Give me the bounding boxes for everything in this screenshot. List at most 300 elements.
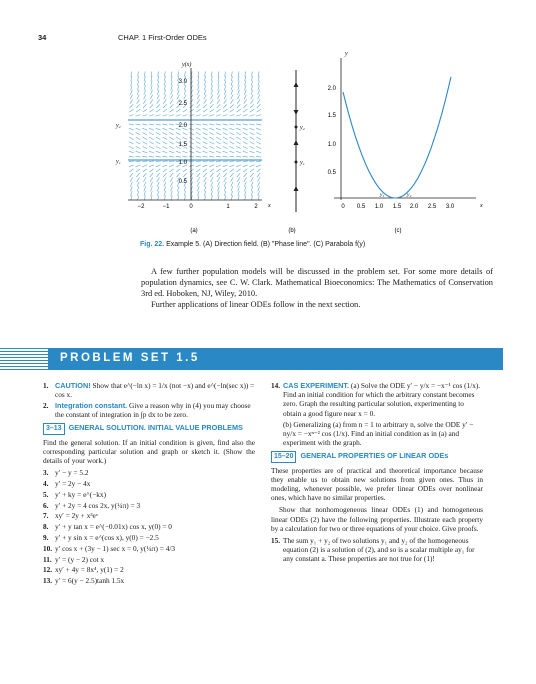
direction-segment bbox=[243, 115, 248, 117]
section-range: 15–20 bbox=[271, 451, 296, 462]
direction-segment bbox=[170, 104, 174, 108]
direction-segment bbox=[131, 85, 133, 90]
problem-item bbox=[43, 555, 255, 564]
direction-segment bbox=[183, 115, 188, 117]
direction-segment bbox=[203, 151, 208, 153]
direction-segment bbox=[169, 133, 174, 135]
direction-segment bbox=[156, 137, 161, 140]
panel-a-x-tick: −1 bbox=[162, 204, 170, 210]
direction-segment bbox=[250, 115, 255, 117]
direction-segment bbox=[137, 191, 139, 196]
intro-text bbox=[141, 266, 493, 310]
direction-segment bbox=[218, 85, 220, 90]
direction-segment bbox=[157, 90, 159, 95]
direction-segment bbox=[250, 109, 254, 112]
direction-segment bbox=[164, 182, 166, 187]
problem-number: 13. bbox=[43, 576, 53, 586]
direction-segment bbox=[238, 186, 240, 191]
direction-segment bbox=[176, 109, 180, 112]
direction-segment bbox=[156, 151, 161, 153]
problem-number: 10. bbox=[43, 543, 53, 553]
direction-segment bbox=[184, 191, 186, 196]
direction-segment bbox=[184, 90, 186, 95]
direction-segment bbox=[210, 173, 213, 177]
panel-c-x-tick: 0 bbox=[341, 204, 345, 210]
direction-segment bbox=[218, 191, 220, 196]
direction-segment bbox=[129, 156, 134, 157]
direction-segment bbox=[223, 151, 228, 153]
direction-segment bbox=[236, 142, 241, 145]
direction-segment bbox=[189, 128, 194, 130]
direction-segment bbox=[171, 90, 173, 95]
panel-a-y-tick: 2.5 bbox=[178, 101, 187, 107]
phase-line-panel bbox=[288, 70, 304, 234]
direction-segment bbox=[157, 186, 159, 191]
section-instructions: Find the general solution. If an initial condition is given, find also the corresponding particular solution and graph or sketch it. (Show the details of your work.) bbox=[43, 437, 255, 466]
panel-c-x-tick: 1.5 bbox=[392, 204, 402, 210]
direction-segment bbox=[216, 169, 220, 172]
direction-segment bbox=[258, 186, 260, 191]
direction-segment bbox=[249, 124, 254, 125]
direction-segment bbox=[144, 90, 146, 95]
direction-segment bbox=[224, 90, 226, 95]
direction-segment bbox=[136, 146, 141, 148]
direction-segment bbox=[217, 99, 220, 103]
direction-segment bbox=[245, 76, 246, 81]
direction-segment bbox=[250, 128, 255, 130]
direction-segment bbox=[258, 81, 259, 86]
direction-segment bbox=[230, 109, 234, 112]
direction-segment bbox=[217, 177, 220, 181]
direction-segment bbox=[190, 173, 193, 177]
direction-segment bbox=[256, 137, 261, 140]
direction-segment bbox=[244, 95, 246, 100]
direction-segment bbox=[189, 124, 194, 125]
direction-segment bbox=[209, 124, 214, 125]
direction-segment bbox=[244, 173, 247, 177]
direction-segment bbox=[216, 156, 221, 157]
direction-segment bbox=[243, 169, 247, 172]
direction-segment bbox=[170, 99, 173, 103]
direction-segment bbox=[229, 151, 234, 153]
direction-segment bbox=[130, 104, 134, 108]
direction-segment bbox=[231, 76, 232, 81]
up-arrow-icon bbox=[294, 82, 299, 87]
direction-segment bbox=[129, 109, 133, 112]
direction-segment bbox=[229, 156, 234, 157]
direction-segment bbox=[217, 182, 219, 187]
direction-segment bbox=[251, 81, 252, 86]
direction-segment bbox=[238, 81, 239, 86]
direction-segment bbox=[243, 142, 248, 145]
direction-segment bbox=[143, 169, 147, 172]
direction-segment bbox=[185, 71, 186, 76]
direction-segment bbox=[157, 173, 160, 177]
problem-text: y′ + y sin x = e^(cos x), y(0) = −2.5 bbox=[55, 533, 159, 542]
direction-segment bbox=[204, 81, 205, 86]
direction-segment bbox=[251, 99, 254, 103]
direction-segment bbox=[223, 115, 228, 117]
direction-segment bbox=[156, 133, 161, 135]
direction-segment bbox=[163, 146, 168, 148]
direction-segment bbox=[170, 95, 172, 100]
direction-segment bbox=[204, 191, 206, 196]
direction-segment bbox=[151, 191, 153, 196]
direction-segment bbox=[176, 151, 181, 153]
problem-text: y′ − y = 5.2 bbox=[55, 468, 89, 478]
direction-segment bbox=[204, 95, 206, 100]
direction-segment bbox=[150, 95, 152, 100]
direction-segment bbox=[131, 81, 132, 86]
direction-segment bbox=[223, 137, 228, 140]
direction-segment bbox=[210, 142, 215, 145]
panel-b-y1-marker: y₁ bbox=[300, 160, 305, 166]
direction-segment bbox=[236, 151, 241, 153]
direction-segment bbox=[183, 169, 187, 172]
direction-segment bbox=[203, 109, 207, 112]
panel-a-y-tick: 1.5 bbox=[178, 142, 187, 148]
direction-segment bbox=[169, 124, 174, 125]
direction-segment bbox=[136, 124, 141, 125]
problem-number: 5. bbox=[43, 489, 49, 499]
direction-segment bbox=[178, 71, 179, 76]
direction-segment bbox=[184, 186, 186, 191]
direction-segment bbox=[244, 104, 248, 108]
direction-segment bbox=[156, 156, 161, 157]
direction-segment bbox=[223, 124, 228, 125]
panel-c-y1-marker: y₁ bbox=[380, 192, 385, 198]
direction-segment bbox=[149, 128, 154, 130]
panel-a-x-axis-label: x bbox=[268, 203, 271, 209]
problem-number: 15. bbox=[271, 536, 281, 546]
direction-segment bbox=[156, 142, 161, 145]
direction-segment bbox=[211, 85, 213, 90]
direction-segment bbox=[237, 95, 239, 100]
direction-segment bbox=[144, 95, 146, 100]
direction-segment bbox=[130, 95, 132, 100]
direction-segment bbox=[223, 133, 228, 135]
direction-segment bbox=[136, 151, 141, 153]
problem-number: 3. bbox=[43, 468, 49, 478]
direction-segment bbox=[131, 191, 133, 196]
problem-number: 2. bbox=[43, 401, 49, 410]
parabola-curve bbox=[343, 77, 451, 198]
problem-text: (b) Generalizing (a) from n = 1 to arbitrary n, solve the ODE y′ − ny/x = −xⁿ⁻² cos (1/x). Find an initial condition as in (a) and experiment with the graph. bbox=[283, 419, 474, 448]
direction-segment bbox=[256, 156, 261, 157]
problem-number: 11. bbox=[43, 554, 52, 564]
direction-segment bbox=[231, 71, 232, 76]
section-text: These properties are of practical and theoretical importance because they enable us to obtain new solutions from given ones. Thus in modeling, whenever possible, we prefer linear ODEs over nonlinear ones, which have no similar properties. bbox=[271, 465, 483, 503]
direction-segment bbox=[178, 85, 180, 90]
direction-segment bbox=[176, 137, 181, 140]
direction-segment bbox=[164, 177, 167, 181]
problem-item bbox=[43, 401, 255, 419]
direction-segment bbox=[189, 156, 194, 157]
direction-segment bbox=[162, 156, 167, 157]
direction-segment bbox=[131, 76, 132, 81]
direction-segment bbox=[243, 109, 247, 112]
panel-a-y-tick: 1.0 bbox=[178, 160, 187, 166]
direction-segment bbox=[217, 173, 220, 177]
direction-segment bbox=[257, 99, 260, 103]
direction-segment bbox=[230, 169, 234, 172]
direction-segment bbox=[229, 124, 234, 125]
direction-segment bbox=[189, 142, 194, 145]
direction-segment bbox=[236, 128, 241, 130]
direction-segment bbox=[177, 173, 180, 177]
direction-segment bbox=[143, 99, 146, 103]
direction-segment bbox=[237, 169, 241, 172]
panel-c-x-axis-label: x bbox=[480, 203, 483, 209]
direction-segment bbox=[150, 182, 152, 187]
direction-segment bbox=[251, 177, 254, 181]
direction-segment bbox=[203, 169, 207, 172]
problem-text: (a) Solve the ODE y′ − y/x = −x⁻¹ cos (1/x). Find an initial condition for which the arbitrary constant becomes zero. Graph the resulting particular solution, experimenting to obtain a good figure near x = 0. bbox=[283, 381, 481, 418]
direction-segment bbox=[149, 169, 153, 172]
direction-segment bbox=[149, 137, 154, 140]
direction-segment bbox=[149, 156, 154, 157]
direction-segment bbox=[238, 182, 240, 187]
problem-item bbox=[43, 501, 255, 510]
direction-segment bbox=[251, 186, 253, 191]
direction-segment bbox=[144, 186, 146, 191]
direction-segment bbox=[162, 151, 167, 153]
problem-text: y′ = 6(y − 2.5)tanh 1.5x bbox=[55, 576, 125, 586]
direction-segment bbox=[162, 124, 167, 125]
direction-segment bbox=[136, 133, 141, 135]
direction-segment bbox=[224, 182, 226, 187]
problem-heading: CAUTION! bbox=[55, 381, 91, 390]
direction-segment bbox=[190, 109, 194, 112]
direction-segment bbox=[223, 128, 228, 130]
direction-segment bbox=[257, 109, 261, 112]
direction-segment bbox=[177, 186, 179, 191]
direction-segment bbox=[224, 177, 227, 181]
direction-segment bbox=[156, 109, 160, 112]
direction-segment bbox=[177, 90, 179, 95]
problem-text: The sum y₁ + y₂ of two solutions y₁ and y₂ of the homogeneous equation (2) is a solution of (2), and so is a scalar multiple ay₁ for any constant a. These properties are not true for (1)! bbox=[283, 536, 475, 564]
direction-segment bbox=[137, 85, 139, 90]
direction-segment bbox=[225, 81, 226, 86]
panel-a-x-tick: 2 bbox=[254, 204, 258, 210]
problem-number: 7. bbox=[43, 511, 49, 521]
direction-segment bbox=[197, 104, 201, 108]
direction-segment bbox=[216, 115, 221, 117]
direction-segment bbox=[163, 109, 167, 112]
direction-segment bbox=[198, 85, 200, 90]
direction-segment bbox=[224, 173, 227, 177]
direction-segment bbox=[198, 191, 200, 196]
direction-segment bbox=[258, 76, 259, 81]
direction-segment bbox=[216, 142, 221, 145]
direction-segment bbox=[149, 146, 154, 148]
direction-segment bbox=[209, 151, 214, 153]
direction-segment bbox=[137, 99, 140, 103]
direction-segment bbox=[223, 165, 228, 167]
direction-segment bbox=[224, 186, 226, 191]
direction-segment bbox=[224, 85, 226, 90]
direction-segment bbox=[250, 146, 255, 148]
problem-text: y′ cos x + (3y − 1) sec x = 0, y(¼π) = 4/3 bbox=[55, 543, 176, 553]
direction-segment bbox=[205, 76, 206, 81]
direction-segment bbox=[198, 71, 199, 76]
direction-segment bbox=[150, 99, 153, 103]
direction-segment bbox=[143, 142, 148, 145]
direction-segment bbox=[142, 156, 147, 157]
direction-segment bbox=[129, 165, 134, 167]
direction-segment bbox=[250, 142, 255, 145]
direction-segment bbox=[209, 133, 214, 135]
direction-segment bbox=[164, 186, 166, 191]
direction-segment bbox=[231, 182, 233, 187]
direction-segment bbox=[156, 104, 160, 108]
up-arrow-icon bbox=[294, 186, 299, 191]
direction-segment bbox=[224, 99, 227, 103]
direction-segment bbox=[189, 146, 194, 148]
direction-segment bbox=[236, 165, 241, 167]
direction-segment bbox=[209, 128, 214, 130]
direction-segment bbox=[129, 115, 134, 117]
figure-22 bbox=[0, 0, 536, 260]
direction-segment bbox=[149, 115, 154, 117]
direction-segment bbox=[256, 128, 261, 130]
problem-text: Give a reason why in (4) you may choose the constant of integration in ∫p dx to be zero. bbox=[55, 401, 251, 420]
direction-segment bbox=[231, 186, 233, 191]
direction-segment bbox=[169, 156, 174, 157]
direction-segment bbox=[196, 128, 201, 130]
direction-segment bbox=[238, 85, 240, 90]
direction-segment bbox=[245, 71, 246, 76]
section-title: GENERAL SOLUTION. INITIAL VALUE PROBLEMS bbox=[68, 423, 243, 433]
problem-item bbox=[43, 511, 255, 520]
direction-segment bbox=[204, 186, 206, 191]
direction-segment bbox=[223, 109, 227, 112]
direction-segment bbox=[238, 76, 239, 81]
problem-item bbox=[271, 536, 483, 564]
direction-segment bbox=[151, 186, 153, 191]
direction-field-panel bbox=[115, 61, 271, 234]
direction-segment bbox=[203, 124, 208, 125]
direction-segment bbox=[250, 104, 254, 108]
panel-a-x-tick: 1 bbox=[226, 204, 230, 210]
direction-segment bbox=[198, 81, 199, 86]
direction-segment bbox=[136, 104, 140, 108]
direction-segment bbox=[183, 109, 187, 112]
problem-item bbox=[271, 381, 483, 447]
direction-segment bbox=[157, 177, 160, 181]
problem-item bbox=[43, 544, 255, 553]
direction-segment bbox=[257, 173, 260, 177]
direction-segment bbox=[210, 137, 215, 140]
direction-segment bbox=[157, 95, 159, 100]
problem-item bbox=[43, 533, 255, 542]
panel-b-label: (b) bbox=[288, 228, 296, 234]
phase-point-y1 bbox=[295, 161, 298, 164]
figure-caption bbox=[140, 241, 365, 248]
direction-segment bbox=[236, 109, 240, 112]
direction-segment bbox=[218, 81, 219, 86]
problem-item bbox=[43, 468, 255, 477]
direction-segment bbox=[151, 85, 153, 90]
direction-segment bbox=[204, 85, 206, 90]
direction-segment bbox=[171, 186, 173, 191]
problem-list bbox=[43, 468, 255, 585]
parabola-panel bbox=[328, 51, 483, 234]
direction-segment bbox=[238, 90, 240, 95]
direction-segment bbox=[156, 128, 161, 130]
direction-segment bbox=[237, 99, 240, 103]
direction-segment bbox=[130, 182, 132, 187]
direction-segment bbox=[142, 165, 147, 167]
direction-segment bbox=[169, 128, 174, 130]
direction-segment bbox=[251, 76, 252, 81]
direction-segment bbox=[151, 90, 153, 95]
direction-segment bbox=[129, 133, 134, 135]
direction-segment bbox=[163, 104, 167, 108]
panel-a-y1-marker: y₁ bbox=[116, 159, 121, 165]
direction-segment bbox=[150, 173, 153, 177]
direction-segment bbox=[218, 76, 219, 81]
direction-segment bbox=[250, 151, 255, 153]
direction-segment bbox=[137, 182, 139, 187]
direction-segment bbox=[249, 156, 254, 157]
direction-segment bbox=[131, 71, 132, 76]
direction-segment bbox=[169, 142, 174, 145]
problem-number: 9. bbox=[43, 533, 49, 542]
direction-segment bbox=[164, 191, 166, 196]
direction-segment bbox=[256, 133, 261, 135]
panel-c-x-tick: 2.0 bbox=[409, 204, 419, 210]
direction-segment bbox=[130, 177, 133, 181]
direction-segment bbox=[151, 81, 152, 86]
direction-segment bbox=[230, 146, 235, 148]
direction-segment bbox=[144, 191, 146, 196]
panel-c-label: (c) bbox=[394, 228, 402, 234]
direction-segment bbox=[142, 115, 147, 117]
direction-segment bbox=[138, 76, 139, 81]
panel-b-y2-marker: y₂ bbox=[300, 125, 305, 131]
direction-segment bbox=[256, 165, 261, 167]
direction-segment bbox=[225, 76, 226, 81]
problem-item bbox=[43, 565, 255, 574]
direction-segment bbox=[257, 104, 261, 108]
direction-segment bbox=[163, 137, 168, 140]
direction-segment bbox=[196, 137, 201, 140]
direction-segment bbox=[203, 104, 207, 108]
direction-segment bbox=[209, 146, 214, 148]
direction-segment bbox=[162, 128, 167, 130]
intro-paragraph: A few further population models will be discussed in the problem set. For some more details of population dynamics, see C. W. Clark. Mathematical Bioeconomics: The Mathematics of Conservation 3rd ed. Hoboken, NJ, Wiley, 2010. bbox=[141, 267, 493, 298]
direction-segment bbox=[142, 128, 147, 130]
direction-segment bbox=[142, 151, 147, 153]
direction-segment bbox=[157, 99, 160, 103]
section-heading bbox=[271, 451, 483, 462]
panel-c-y-tick: 1.5 bbox=[327, 113, 336, 119]
direction-segment bbox=[136, 173, 139, 177]
direction-segment bbox=[129, 151, 134, 153]
panel-a-x-tick: −2 bbox=[137, 204, 145, 210]
direction-segment bbox=[164, 81, 165, 86]
direction-segment bbox=[156, 115, 161, 117]
direction-segment bbox=[216, 133, 221, 135]
direction-segment bbox=[204, 177, 207, 181]
panel-a-y2-marker: y₂ bbox=[116, 123, 121, 129]
direction-segment bbox=[231, 90, 233, 95]
direction-segment bbox=[223, 169, 227, 172]
problem-text: xy′ + 4y = 8x⁴, y(1) = 2 bbox=[55, 565, 124, 575]
problem-text: y′ + 2y = 4 cos 2x, y(¼π) = 3 bbox=[55, 500, 141, 510]
direction-segment bbox=[189, 133, 194, 135]
